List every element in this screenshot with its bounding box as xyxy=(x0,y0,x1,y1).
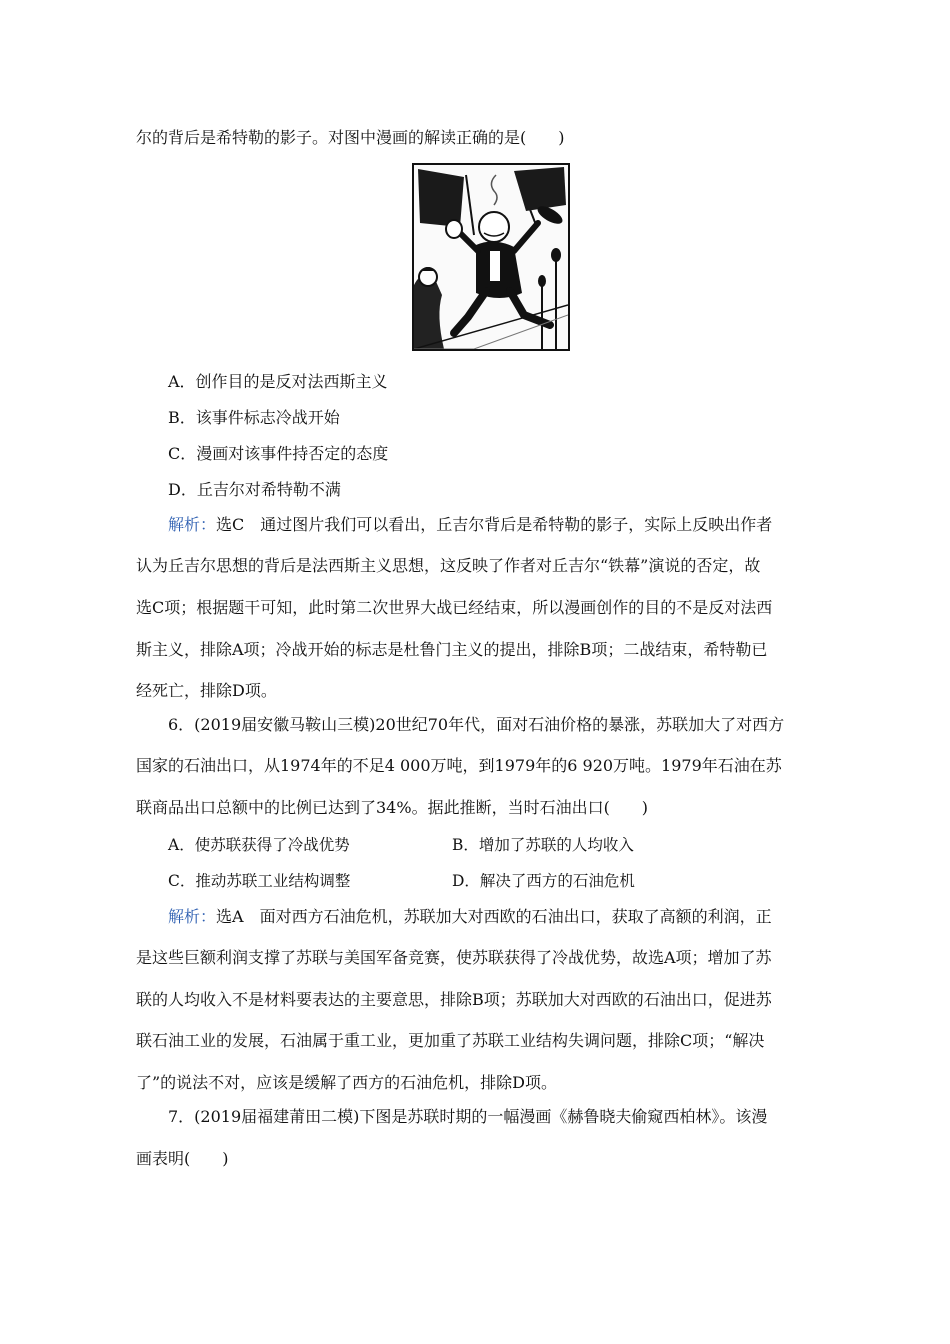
q5-option-a: A．创作目的是反对法西斯主义 xyxy=(168,372,388,391)
q6-option-d: D．解决了西方的石油危机 xyxy=(452,872,635,890)
q5-analysis-line-2: 认为丘吉尔思想的背后是法西斯主义思想，这反映了作者对丘吉尔“铁幕”演说的否定，故 xyxy=(136,556,761,575)
q5-analysis-line-1: 解析：选C 通过图片我们可以看出，丘吉尔背后是希特勒的影子，实际上反映出作者 xyxy=(168,515,773,534)
q6-stem-line-3: 联商品出口总额中的比例已达到了34%。据此推断，当时石油出口( ) xyxy=(136,798,649,817)
q6-analysis-label: 解析： xyxy=(168,907,217,926)
q5-analysis-line-5: 经死亡，排除D项。 xyxy=(136,681,277,700)
q6-analysis-line-3: 联的人均收入不是材料要表达的主要意思，排除B项；苏联加大对西欧的石油出口，促进苏 xyxy=(136,990,772,1009)
q5-option-c: C．漫画对该事件持否定的态度 xyxy=(168,444,389,463)
q6-stem-line-2: 国家的石油出口，从1974年的不足4 000万吨，到1979年的6 920万吨。1979年石油在苏 xyxy=(136,756,782,775)
churchill-cartoon-image xyxy=(412,163,570,351)
q6-analysis-line-4: 联石油工业的发展，石油属于重工业，更加重了苏联工业结构失调问题，排除C项；“解决 xyxy=(136,1031,765,1050)
q6-option-c: C．推动苏联工业结构调整 xyxy=(168,872,351,890)
q7-stem-line-1: 7．(2019届福建莆田二模)下图是苏联时期的一幅漫画《赫鲁晓夫偷窥西柏林》。该漫 xyxy=(168,1107,768,1126)
q7-stem-line-2: 画表明( ) xyxy=(136,1149,229,1168)
q6-analysis-line-5: 了”的说法不对，应该是缓解了西方的石油危机，排除D项。 xyxy=(136,1073,558,1092)
q6-analysis-line-2: 是这些巨额利润支撑了苏联与美国军备竞赛，使苏联获得了冷战优势，故选A项；增加了苏 xyxy=(136,948,772,967)
q5-option-d: D．丘吉尔对希特勒不满 xyxy=(168,480,341,499)
q6-analysis-line-1: 解析：选A 面对西方石油危机，苏联加大对西欧的石油出口，获取了高额的利润，正 xyxy=(168,907,772,926)
q6-option-b: B．增加了苏联的人均收入 xyxy=(452,836,634,854)
q6-stem-line-1: 6．(2019届安徽马鞍山三模)20世纪70年代，面对石油价格的暴涨，苏联加大了对西方 xyxy=(168,715,785,734)
q5-option-b: B．该事件标志冷战开始 xyxy=(168,408,340,427)
q5-stem: 尔的背后是希特勒的影子。对图中漫画的解读正确的是( ) xyxy=(136,128,565,147)
q5-analysis-label: 解析： xyxy=(168,515,217,534)
q6-option-a: A．使苏联获得了冷战优势 xyxy=(168,836,350,854)
q5-analysis-line-4: 斯主义，排除A项；冷战开始的标志是杜鲁门主义的提出，排除B项；二战结束，希特勒已 xyxy=(136,640,768,659)
q5-analysis-line-3: 选C项；根据题干可知，此时第二次世界大战已经结束，所以漫画创作的目的不是反对法西 xyxy=(136,598,773,617)
